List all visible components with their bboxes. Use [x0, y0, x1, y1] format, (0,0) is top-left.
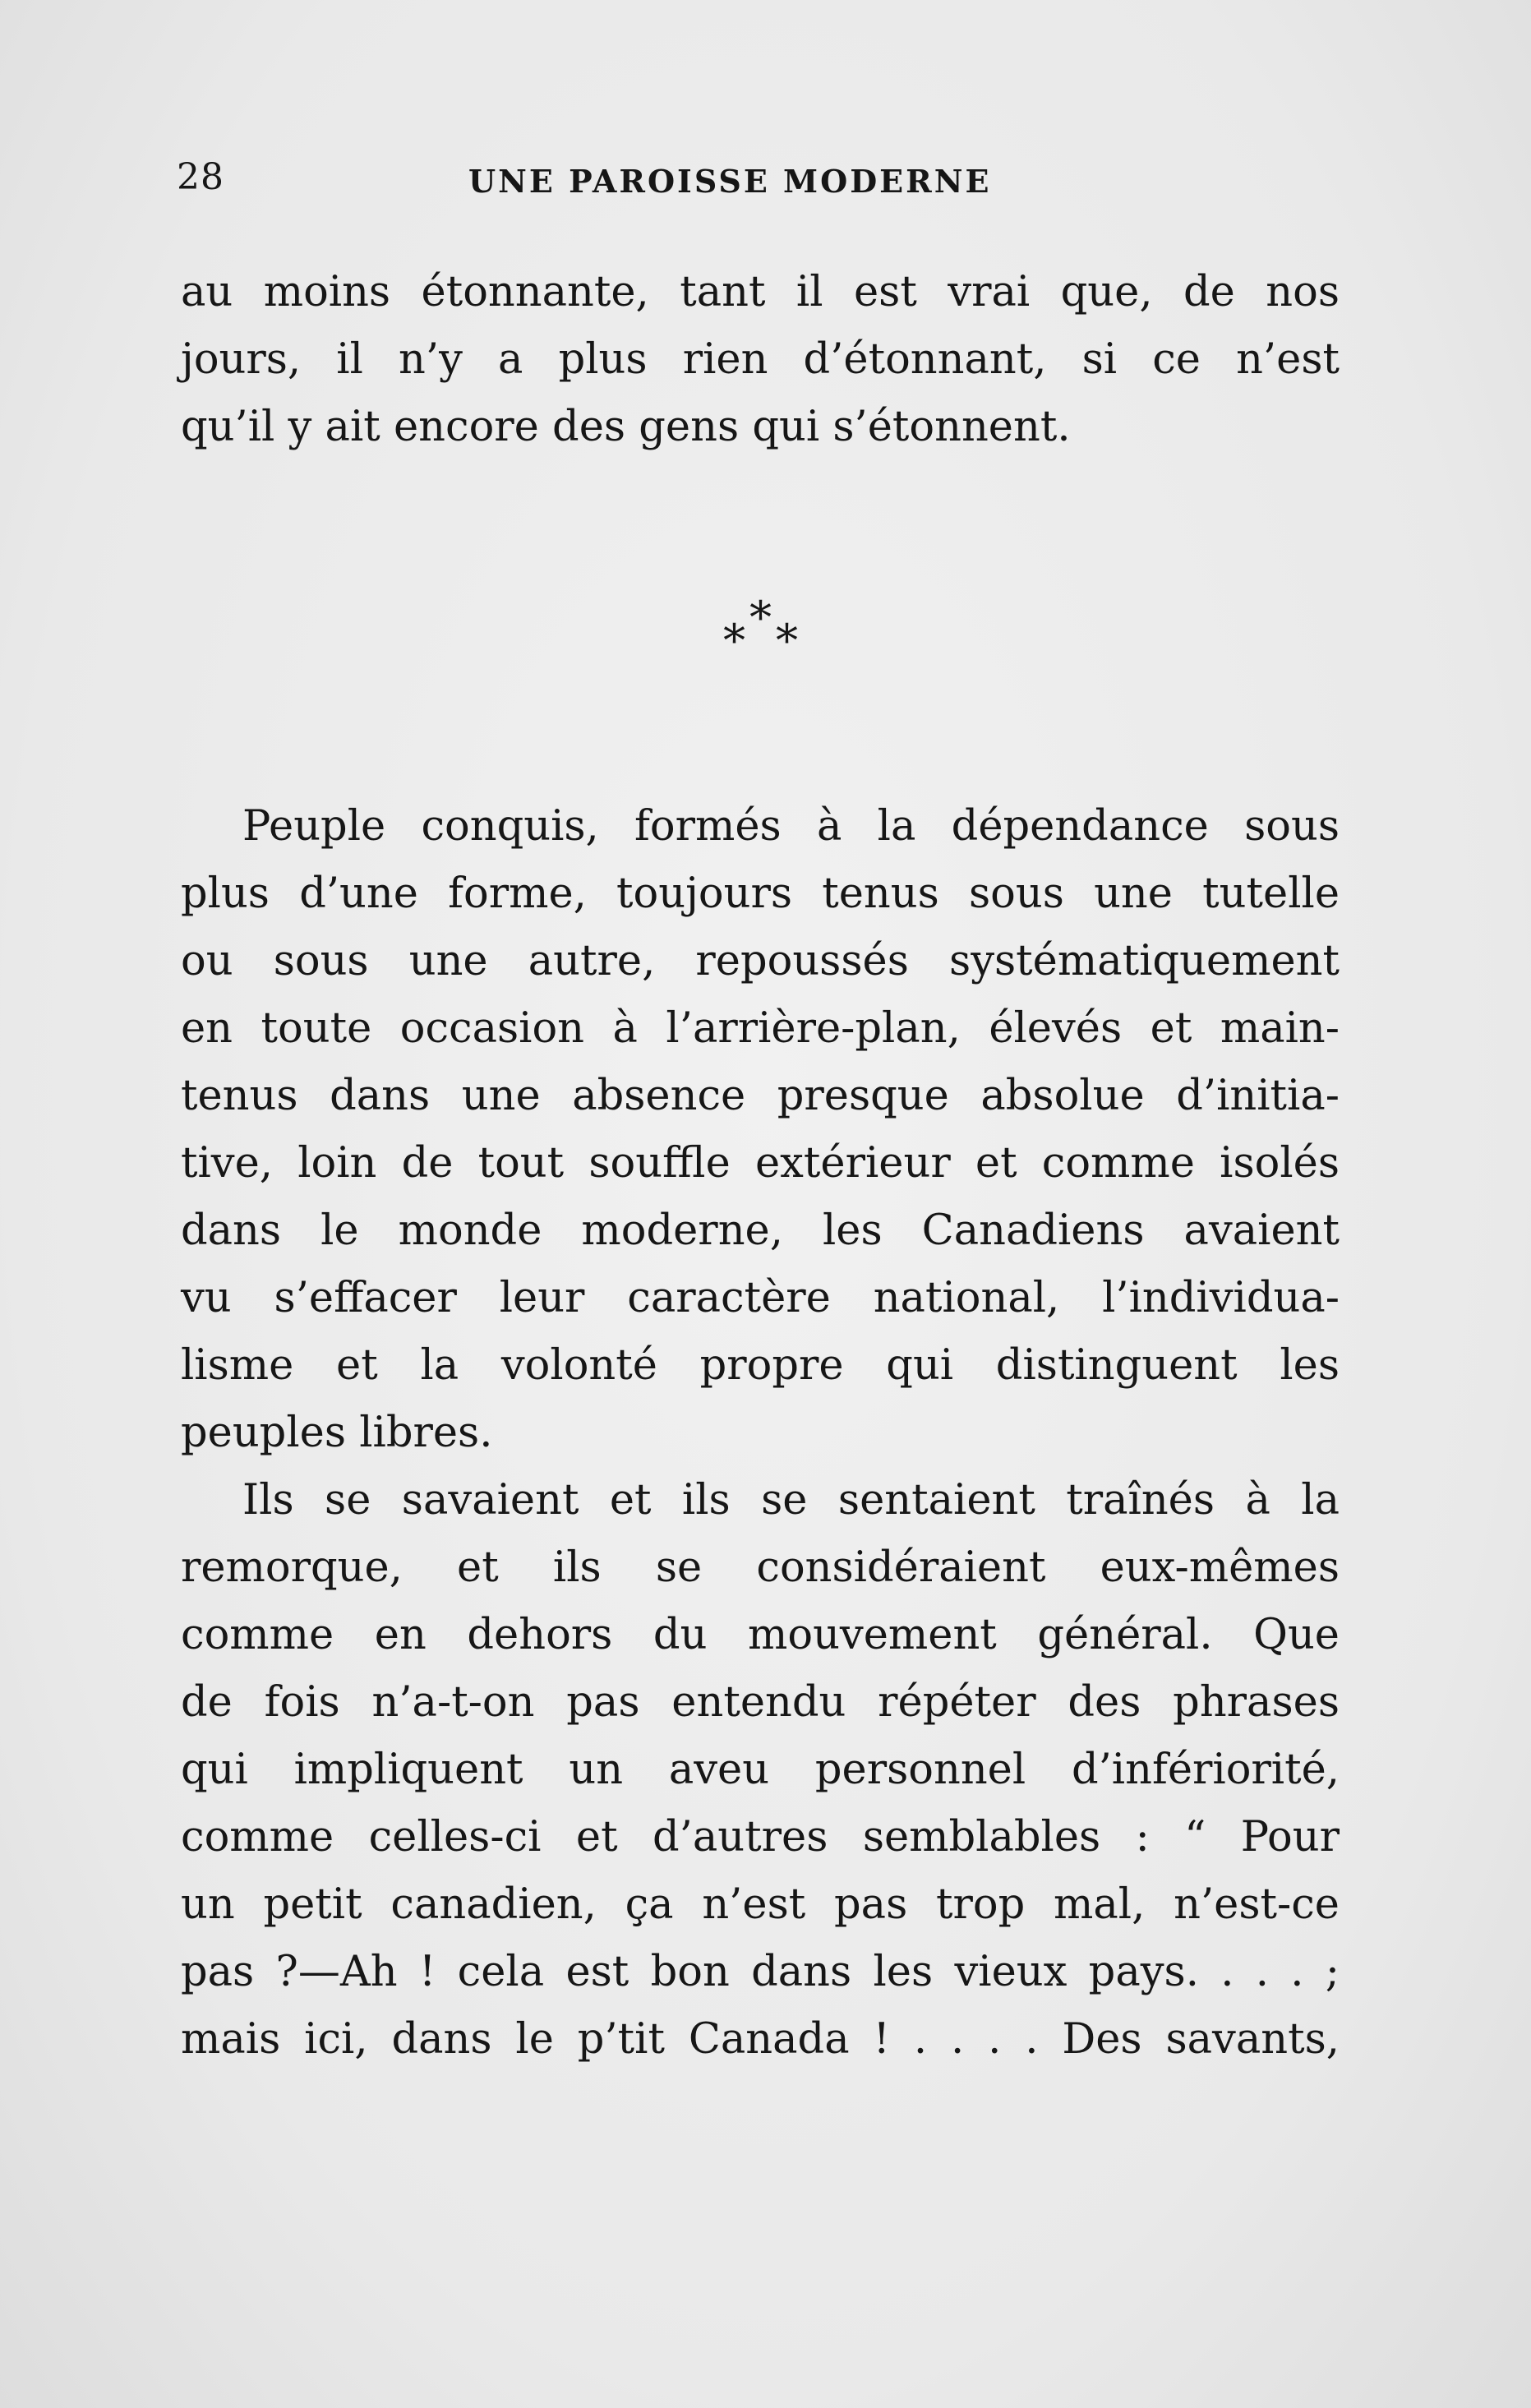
paragraph-3 [181, 1467, 1340, 2074]
running-title: UNE PAROISSE MODERNE [468, 163, 992, 200]
text-line: qu’il y ait encore des gens qui s’étonnent. [181, 403, 1071, 451]
text-line: tenus dans une absence presque absolue d’initia- [181, 1072, 1340, 1120]
text-line: remorque, et ils se considéraient eux-mêmes [181, 1543, 1340, 1592]
text-line: de fois n’a-t-on pas entendu répéter des phrases [181, 1678, 1340, 1727]
asterisk-icon: * [749, 592, 772, 644]
text-line: peuples libres. [181, 1409, 493, 1457]
paragraph-2 [181, 793, 1340, 1467]
text-line: en toute occasion à l’arrière-plan, élevés et main- [181, 1004, 1340, 1053]
paragraph-1 [181, 259, 1340, 461]
text-line: jours, il n’y a plus rien d’étonnant, si ce n’est [181, 335, 1340, 384]
body-text [181, 793, 1340, 2074]
text-line: Peuple conquis, formés à la dépendance sous [242, 802, 1340, 851]
asterism-divider [715, 592, 814, 670]
text-line: ou sous une autre, repoussés systématiquement [181, 937, 1340, 985]
text-line: tive, loin de tout souffle extérieur et comme isolés [181, 1139, 1340, 1188]
asterisk-icon: * [723, 615, 745, 667]
text-line: dans le monde moderne, les Canadiens avaient [181, 1206, 1340, 1255]
text-line: comme celles-ci et d’autres semblables : “ Pour [181, 1813, 1340, 1861]
text-line: lisme et la volonté propre qui distinguent les [181, 1341, 1340, 1390]
text-line: un petit canadien, ça n’est pas trop mal, n’est-ce [181, 1880, 1340, 1929]
text-line: comme en dehors du mouvement général. Que [181, 1611, 1340, 1659]
text-line: Ils se savaient et ils se sentaient traînés à la [242, 1476, 1340, 1525]
text-line: vu s’effacer leur caractère national, l’individua- [181, 1274, 1340, 1322]
text-line: au moins étonnante, tant il est vrai que, de nos [181, 268, 1340, 316]
text-line: pas ?—Ah ! cela est bon dans les vieux pays. . . . ; [181, 1948, 1340, 1996]
text-line: qui impliquent un aveu personnel d’infériorité, [181, 1746, 1340, 1794]
asterisk-icon: * [776, 615, 798, 667]
page-number: 28 [177, 156, 224, 198]
text-line: plus d’une forme, toujours tenus sous une tutelle [181, 870, 1340, 918]
page-header [177, 148, 1344, 214]
text-line: mais ici, dans le p’tit Canada ! . . . . Des savants, [181, 2015, 1340, 2064]
